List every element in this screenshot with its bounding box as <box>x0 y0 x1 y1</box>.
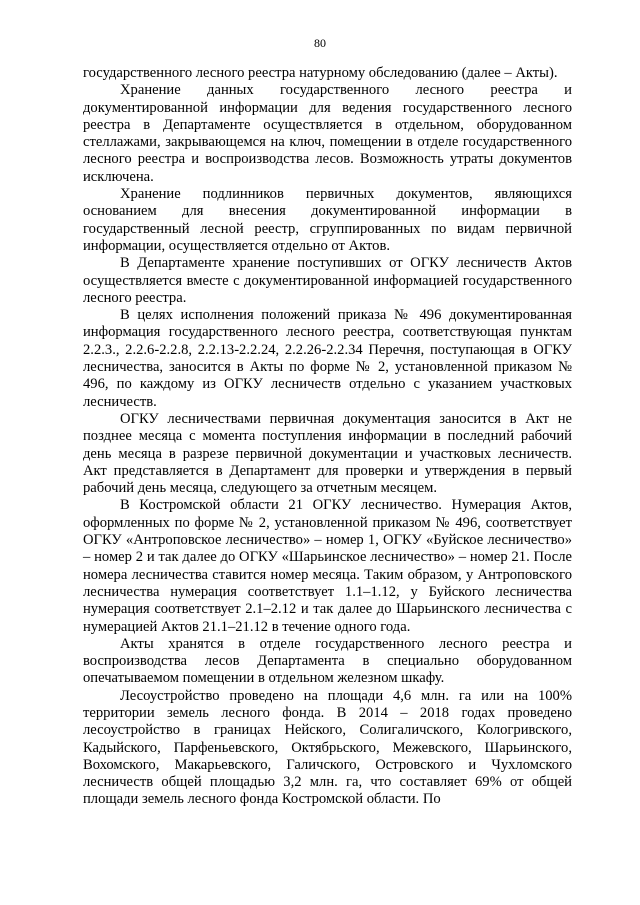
paragraph-1: государственного лесного реестра натурному обследованию (далее – Акты). <box>83 65 558 81</box>
paragraph-4: В Департаменте хранение поступивших от ОГКУ лесничеств Актов осуществляется вместе с документированной информацией государственного лесного реестра. <box>83 255 572 306</box>
paragraph-3: Хранение подлинников первичных документов, являющихся основанием для внесения документированной информации в государственный лесной реестр, сгруппированных по видам первичной информации, осуществляется отдельно от Актов. <box>83 186 572 254</box>
paragraph-8: Акты хранятся в отделе государственного лесного реестра и воспроизводства лесов Департамента в специально оборудованном опечатываемом помещении в отдельном железном шкафу. <box>83 635 572 687</box>
document-body <box>83 65 572 809</box>
paragraph-9: Лесоустройство проведено на площади 4,6 млн. га или на 100% территории земель лесного фонда. В 2014 – 2018 годах проведено лесоустройство в границах Нейского, Солигаличского, Кологривского, Кадыйского, Парфеньевского, Октябрьского, Межевского, Шарьинского, Вохомского, Макарьевского, Галичского, Островского и Чухломского лесничеств общей площадью 3,2 млн. га, что составляет 69% от общей площади земель лесного фонда Костромской области. По <box>83 687 572 808</box>
paragraph-5: В целях исполнения положений приказа № 496 документированная информация государственного лесного реестра, соответствующая пунктам 2.2.3., 2.2.6-2.2.8, 2.2.13-2.2.24, 2.2.26-2.2.34 Перечня, поступающая в ОГКУ лесничества, заносится в Акты по форме № 2, установленной приказом № 496, по каждому из ОГКУ лесничеств отдельно с указанием участковых лесничеств. <box>83 307 572 410</box>
paragraph-2: Хранение данных государственного лесного реестра и документированной информации для ведения государственного лесного реестра в Департаменте осуществляется в отдельном, оборудованном стеллажами, закрывающемся на ключ, помещении в отделе государственного лесного реестра и воспроизводства лесов. Возможность утраты документов исключена. <box>83 82 572 185</box>
paragraph-6: ОГКУ лесничествами первичная документация заносится в Акт не позднее месяца с момента поступления информации в последний рабочий день месяца в разрезе первичной документации и участковых лесничеств. Акт представляется в Департамент для проверки и утверждения в первый рабочий день месяца, следующего за отчетным месяцем. <box>83 410 572 497</box>
paragraph-7: В Костромской области 21 ОГКУ лесничество. Нумерация Актов, оформленных по форме № 2, установленной приказом № 496, соответствует ОГКУ «Антроповское лесничество» – номер 1, ОГКУ «Буйское лесничество» – номер 2 и так далее до ОГКУ «Шарьинское лесничество» – номер 21. После номера лесничества ставится номер месяца. Таким образом, у Антроповского лесничества нумерация соответствует 1.1–1.12, у Буйского лесничества нумерация соответствует 2.1–2.12 и так далее до Шарьинского лесничества с нумерацией Актов 21.1–21.12 в течение одного года. <box>83 497 572 635</box>
page-number: 80 <box>314 36 326 50</box>
